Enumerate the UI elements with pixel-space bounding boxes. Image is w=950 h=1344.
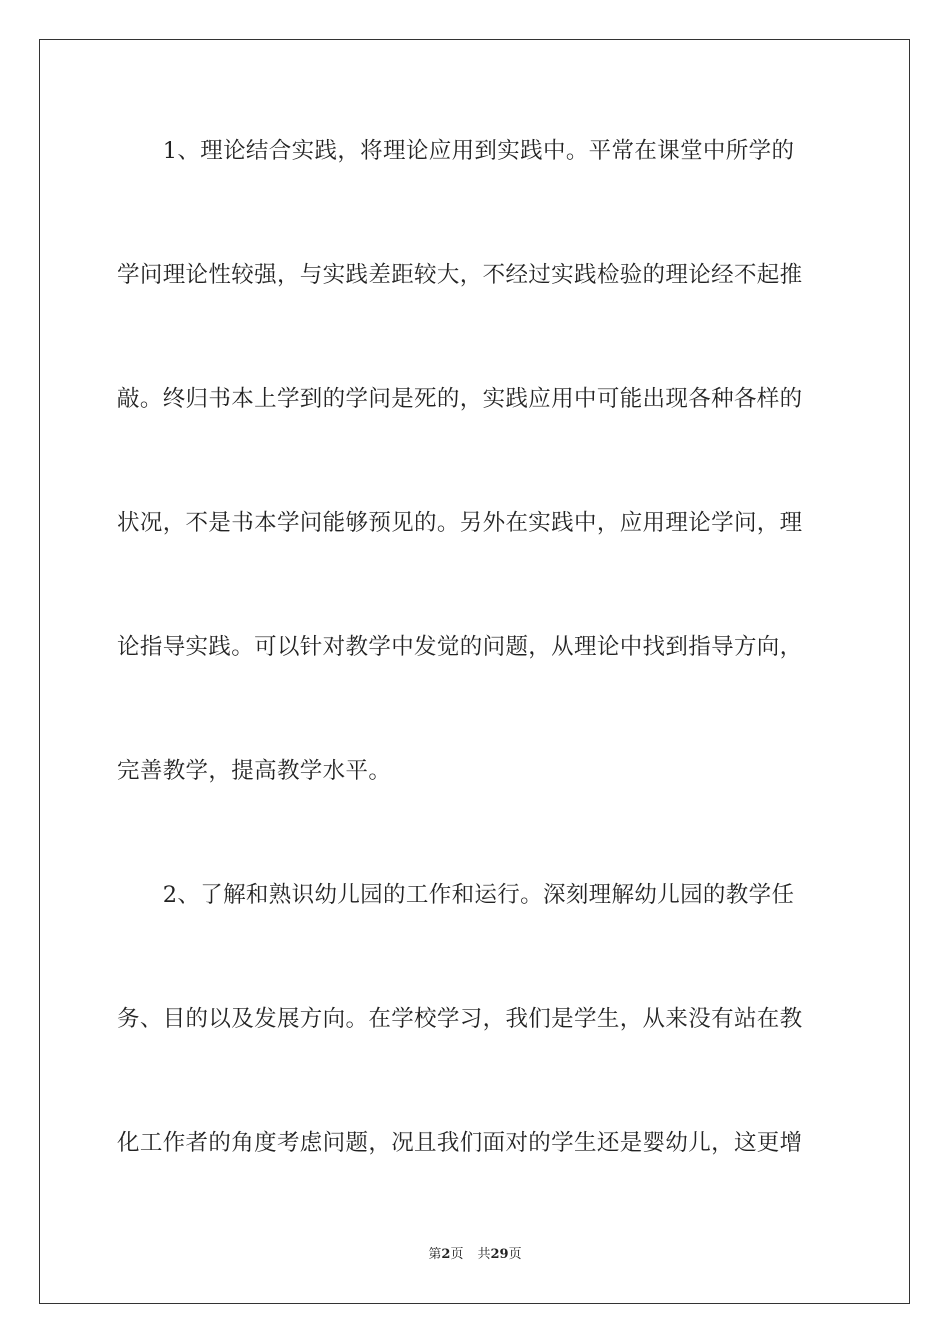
paragraph-1-line-6: 完善教学，提高教学水平。 (117, 758, 392, 784)
total-prefix: 共 (477, 1247, 491, 1262)
paragraph-1-line-3: 敲。终归书本上学到的学问是死的，实践应用中可能出现各种各样的 (117, 386, 803, 412)
total-pages: 29 (490, 1247, 509, 1262)
page-footer (0, 1246, 950, 1264)
page-border (39, 39, 910, 1304)
total-suffix: 页 (508, 1247, 522, 1262)
paragraph-2-line-1: 2、了解和熟识幼儿园的工作和运行。深刻理解幼儿园的教学任 (117, 882, 795, 908)
paragraph-2-line-2: 务、目的以及发展方向。在学校学习，我们是学生，从来没有站在教 (117, 1006, 803, 1032)
paragraph-1-line-4: 状况，不是书本学问能够预见的。另外在实践中，应用理论学问，理 (117, 510, 803, 536)
paragraph-1-line-5: 论指导实践。可以针对教学中发觉的问题，从理论中找到指导方向， (117, 634, 803, 660)
page-suffix: 页 (450, 1247, 464, 1262)
paragraph-1-line-1: 1、理论结合实践，将理论应用到实践中。平常在课堂中所学的 (117, 138, 795, 164)
page-prefix: 第 (428, 1247, 442, 1262)
page-number: 2 (441, 1247, 451, 1262)
paragraph-1-line-2: 学问理论性较强，与实践差距较大，不经过实践检验的理论经不起推 (117, 262, 803, 288)
paragraph-2-line-3: 化工作者的角度考虑问题，况且我们面对的学生还是婴幼儿，这更增 (117, 1130, 803, 1156)
